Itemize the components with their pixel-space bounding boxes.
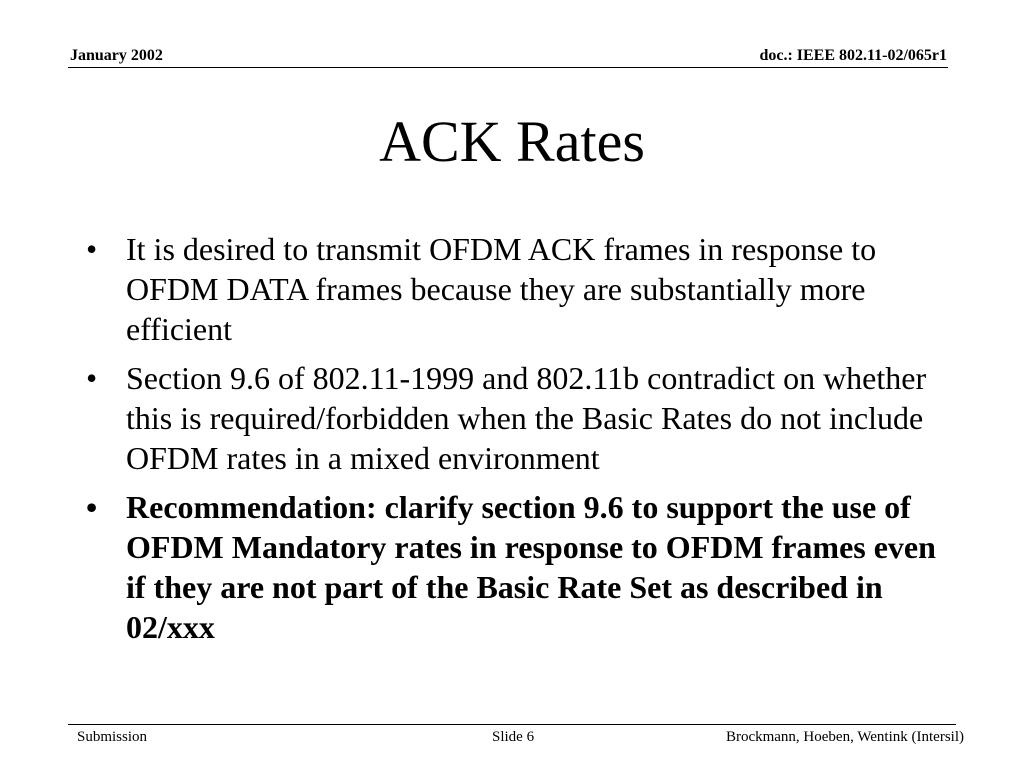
- bullet-item: [84, 229, 954, 349]
- slide-title: ACK Rates: [379, 109, 645, 174]
- bullet-item-recommendation: [84, 487, 954, 647]
- bullet-text: It is desired to transmit OFDM ACK frames in response to OFDM DATA frames because they are substantially more efficient: [126, 231, 877, 347]
- footer-submission: Submission: [77, 729, 148, 745]
- footer-authors: Brockmann, Hoeben, Wentink (Intersil): [725, 729, 964, 745]
- bullet-marker: •: [86, 360, 98, 396]
- header-doc-id: doc.: IEEE 802.11-02/065r1: [759, 47, 947, 64]
- bullet-text: Recommendation: clarify section 9.6 to support the use of OFDM Mandatory rates in response to OFDM frames even if they are not part of the Basic Rate Set as described in 02/xxx: [126, 489, 936, 645]
- bullet-list: [84, 229, 954, 656]
- bullet-marker: •: [86, 489, 98, 525]
- bullet-text: Section 9.6 of 802.11-1999 and 802.11b contradict on whether this is required/forbidden when the Basic Rates do not include OFDM rates in a mixed environment: [126, 360, 927, 476]
- header-divider: [68, 67, 948, 68]
- bullet-item: [84, 358, 954, 478]
- footer-slide-number: Slide 6: [492, 729, 535, 745]
- footer-divider: [68, 724, 956, 725]
- bullet-marker: •: [86, 231, 98, 267]
- header-date: January 2002: [70, 47, 163, 64]
